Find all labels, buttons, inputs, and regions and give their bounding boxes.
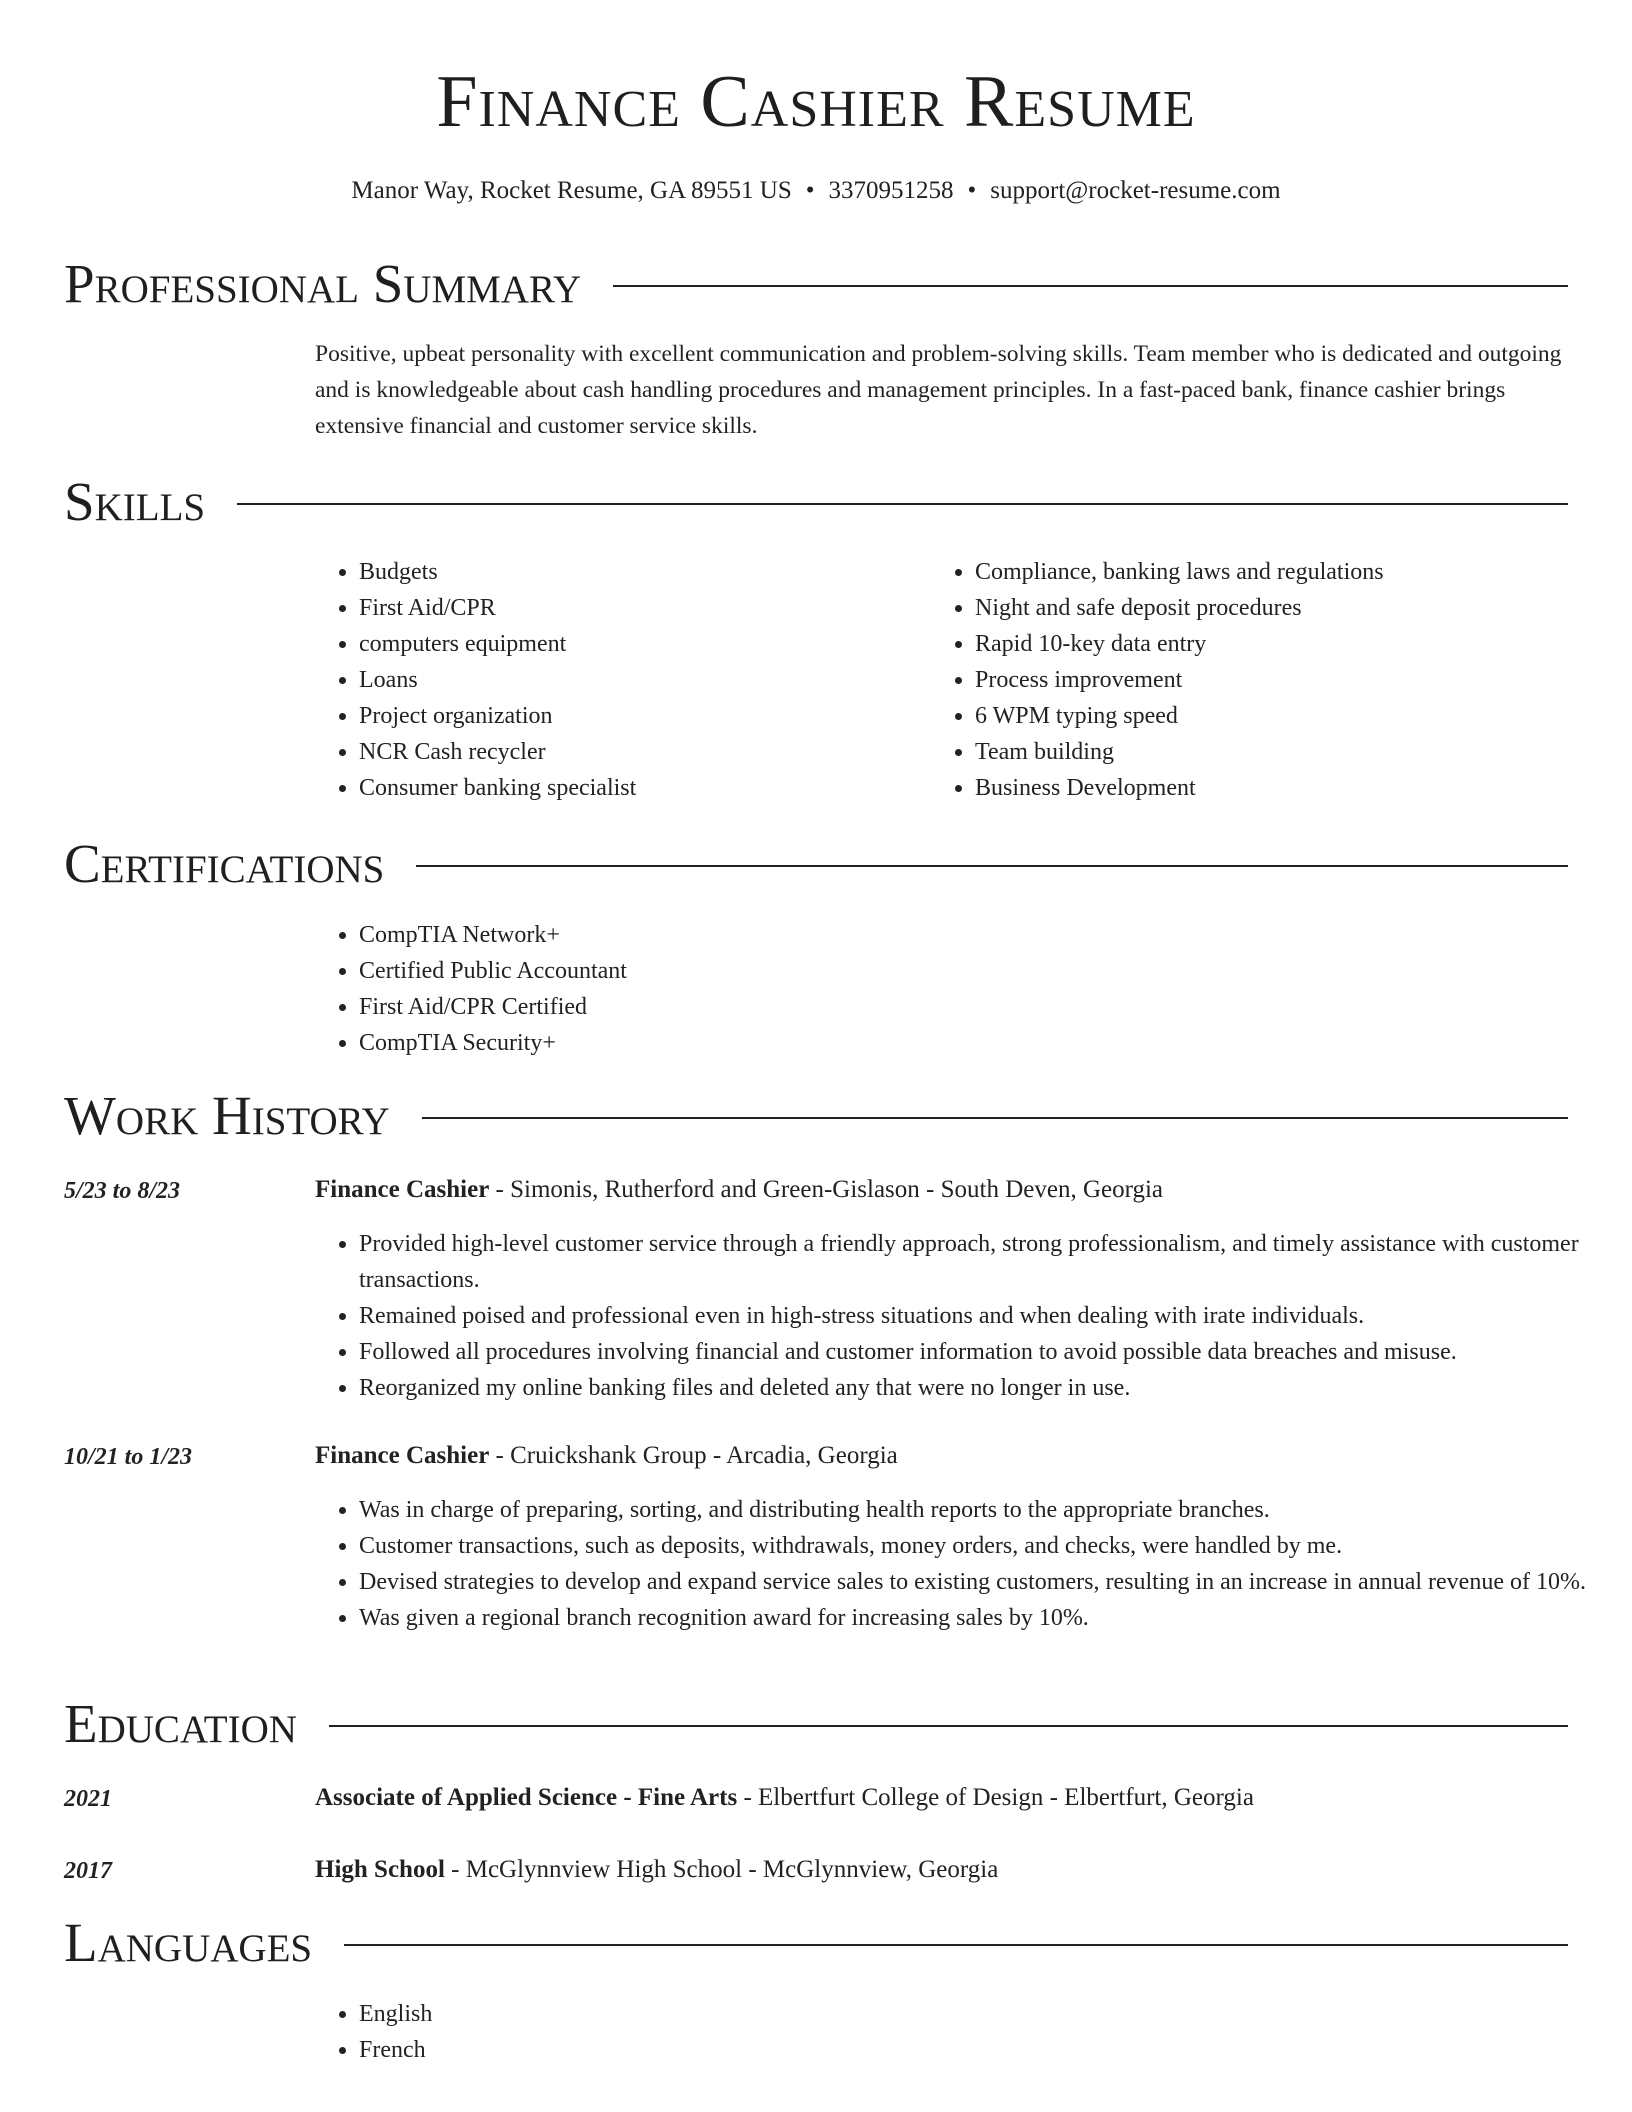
education-entry	[315, 1780, 1575, 1816]
contact-address: Manor Way, Rocket Resume, GA 89551 US	[351, 177, 792, 204]
section-title: Languages	[64, 1912, 313, 1973]
job-bullets	[315, 1492, 1599, 1636]
skill-item: • computers equipment	[359, 626, 919, 662]
language-item: • French	[359, 2032, 1159, 2068]
job-employer: - Cruickshank Group - Arcadia, Georgia	[489, 1442, 898, 1469]
skill-item: • Business Development	[975, 770, 1615, 806]
section-title: Professional Summary	[64, 253, 582, 314]
section-heading-certifications	[64, 832, 1568, 896]
section-divider	[416, 865, 1568, 867]
skill-item: • Budgets	[359, 554, 919, 590]
skill-item: • Rapid 10-key data entry	[975, 626, 1615, 662]
job-bullet: • Followed all procedures involving financial and customer information to avoid possible data breaches and misuse.	[359, 1334, 1579, 1370]
section-divider	[613, 285, 1568, 287]
job-bullet: • Customer transactions, such as deposits, withdrawals, money orders, and checks, were handled by me.	[359, 1528, 1599, 1564]
education-year: 2017	[64, 1858, 112, 1884]
job-heading	[315, 1172, 1575, 1208]
job-title: Finance Cashier	[315, 1176, 490, 1203]
section-divider	[344, 1944, 1568, 1946]
contact-line	[0, 174, 1632, 208]
job-employer: - Simonis, Rutherford and Green-Gislason - South Deven, Georgia	[489, 1176, 1164, 1203]
section-divider	[329, 1725, 1568, 1727]
section-heading-summary	[64, 252, 1568, 316]
education-entry	[315, 1852, 1575, 1888]
section-heading-work-history	[64, 1084, 1568, 1148]
certifications-list	[315, 917, 1359, 1061]
job-heading	[315, 1438, 1575, 1474]
languages-list	[315, 1996, 1159, 2068]
summary-text: Positive, upbeat personality with excellent communication and problem-solving skills. Team member who is dedicated and outgoing and is knowledgeable about cash handling procedures and management principles. In a fast-paced bank, finance cashier brings extensive financial and customer service skills.	[315, 341, 1562, 439]
skill-item: • Night and safe deposit procedures	[975, 590, 1615, 626]
job-bullet: • Reorganized my online banking files and deleted any that were no longer in use.	[359, 1370, 1579, 1406]
section-title: Skills	[64, 471, 206, 532]
education-degree: High School	[315, 1856, 445, 1883]
contact-phone: 3370951258	[828, 177, 954, 204]
job-bullet: • Was given a regional branch recognition award for increasing sales by 10%.	[359, 1600, 1599, 1636]
skill-item: • Project organization	[359, 698, 919, 734]
job-title: Finance Cashier	[315, 1442, 490, 1469]
skill-item: • Team building	[975, 734, 1615, 770]
skill-item: • Consumer banking specialist	[359, 770, 919, 806]
section-heading-skills	[64, 470, 1568, 534]
language-item: • English	[359, 1996, 1159, 2032]
resume-title: Finance Cashier Resume	[436, 61, 1196, 143]
section-title: Education	[64, 1693, 297, 1754]
contact-separator: •	[805, 177, 815, 204]
certification-item: • CompTIA Network+	[359, 917, 1359, 953]
certification-item: • First Aid/CPR Certified	[359, 989, 1359, 1025]
contact-separator: •	[967, 177, 977, 204]
section-title: Certifications	[64, 833, 385, 894]
education-school: - Elbertfurt College of Design - Elbertfurt, Georgia	[737, 1784, 1254, 1811]
section-title: Work History	[64, 1085, 390, 1146]
job-bullet: • Remained poised and professional even in high-stress situations and when dealing with irate individuals.	[359, 1298, 1579, 1334]
job-bullets	[315, 1226, 1579, 1406]
skill-item: • 6 WPM typing speed	[975, 698, 1615, 734]
certification-item: • CompTIA Security+	[359, 1025, 1359, 1061]
certification-item: • Certified Public Accountant	[359, 953, 1359, 989]
contact-email: support@rocket-resume.com	[990, 177, 1281, 204]
section-heading-education	[64, 1692, 1568, 1756]
section-divider	[237, 503, 1568, 505]
skill-item: • Process improvement	[975, 662, 1615, 698]
job-bullet: • Devised strategies to develop and expand service sales to existing customers, resulting in an increase in annual revenue of 10%.	[359, 1564, 1599, 1600]
skill-item: • Compliance, banking laws and regulations	[975, 554, 1615, 590]
education-degree: Associate of Applied Science - Fine Arts	[315, 1784, 738, 1811]
skill-item: • NCR Cash recycler	[359, 734, 919, 770]
skill-item: • Loans	[359, 662, 919, 698]
job-bullet: • Provided high-level customer service through a friendly approach, strong professionalism, and timely assistance with customer transactions.	[359, 1226, 1579, 1298]
skill-item: • First Aid/CPR	[359, 590, 919, 626]
education-school: - McGlynnview High School - McGlynnview, Georgia	[444, 1856, 999, 1883]
section-heading-languages	[64, 1911, 1568, 1975]
job-bullet: • Was in charge of preparing, sorting, and distributing health reports to the appropriate branches.	[359, 1492, 1599, 1528]
skills-list-right	[931, 554, 1615, 806]
job-dates: 5/23 to 8/23	[64, 1178, 181, 1204]
education-year: 2021	[64, 1786, 112, 1812]
skills-list-left	[315, 554, 919, 806]
job-dates: 10/21 to 1/23	[64, 1444, 193, 1470]
section-divider	[422, 1117, 1568, 1119]
